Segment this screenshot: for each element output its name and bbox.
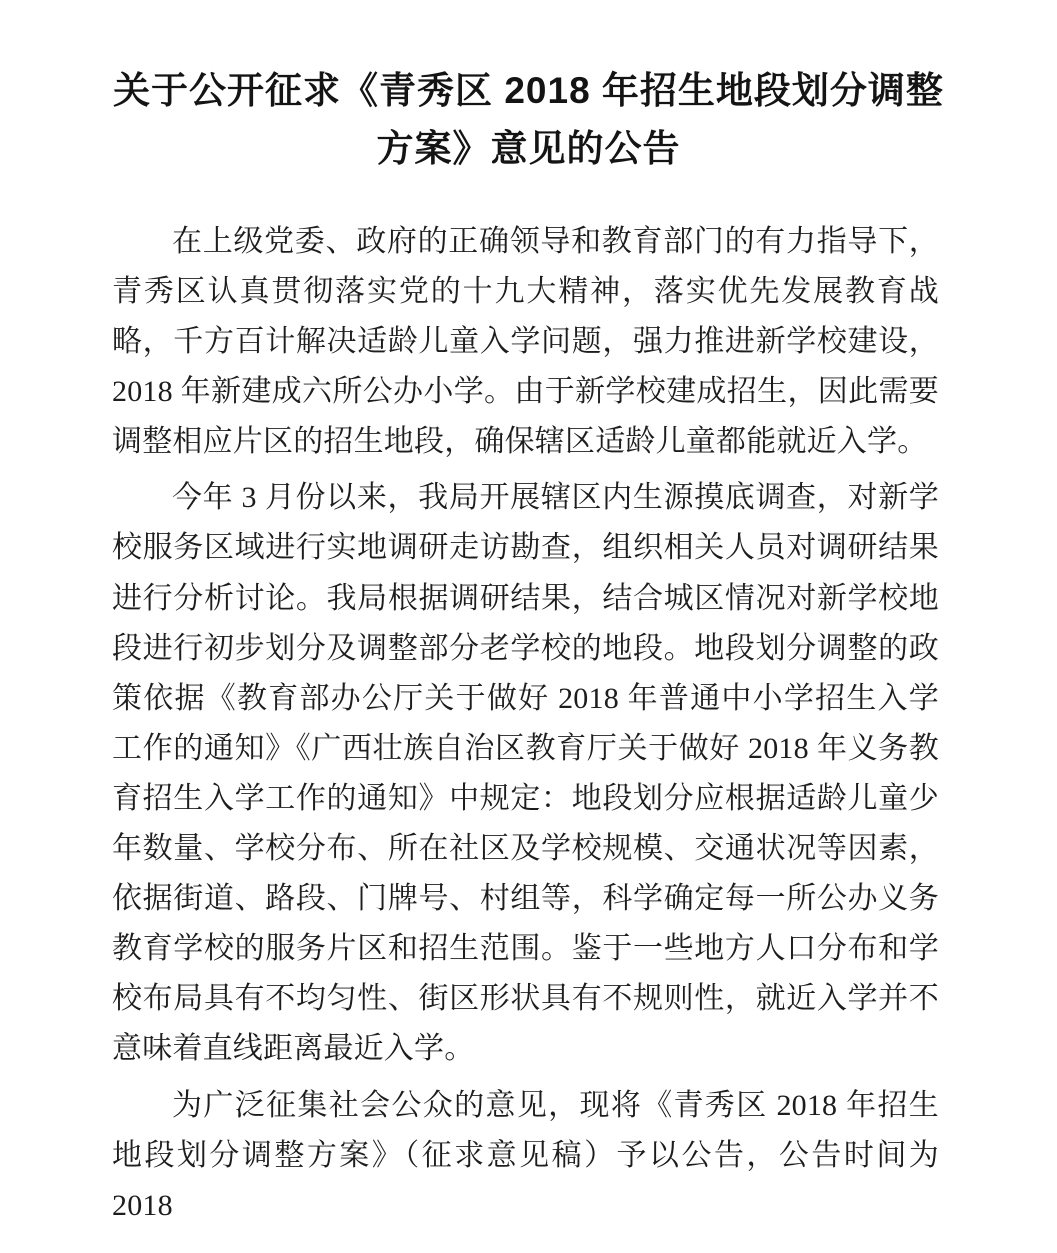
paragraph: 今年 3 月份以来，我局开展辖区内生源摸底调查，对新学校服务区域进行实地调研走访勘查，组织相关人员对调研结果进行分析讨论。我局根据调研结果，结合城区情况对新学校地段进行初步划分及调整部分老学校的地段。地段划分调整的政策依据《教育部办公厅关于做好 2018 年普通中小学招生入学工作的通知》《广西壮族自治区教育厅关于做好 2018 年义务教育招生入学工作的通知》中规定：地段划分应根据适龄儿童少年数量、学校分布、所在社区及学校规模、交通状况等因素，依据街道、路段、门牌号、村组等，科学确定每一所公办义务教育学校的服务片区和招生范围。鉴于一些地方人口分布和学校布局具有不均匀性、街区形状具有不规则性，就近入学并不意味着直线距离最近入学。 xyxy=(112,481,939,1066)
document-body xyxy=(0,179,1057,1231)
page-title: 关于公开征求《青秀区 2018 年招生地段划分调整方案》意见的公告 xyxy=(113,70,944,170)
paragraph: 为广泛征集社会公众的意见，现将《青秀区 2018 年招生地段划分调整方案》（征求意见稿）予以公告，公告时间为 2018 xyxy=(112,1088,939,1222)
paragraph: 在上级党委、政府的正确领导和教育部门的有力指导下，青秀区认真贯彻落实党的十九大精神，落实优先发展教育战略，千方百计解决适龄儿童入学问题，强力推进新学校建设，2018 年新建成六所公办小学。由于新学校建成招生，因此需要调整相应片区的招生地段，确保辖区适龄儿童都能就近入学。 xyxy=(112,224,939,459)
